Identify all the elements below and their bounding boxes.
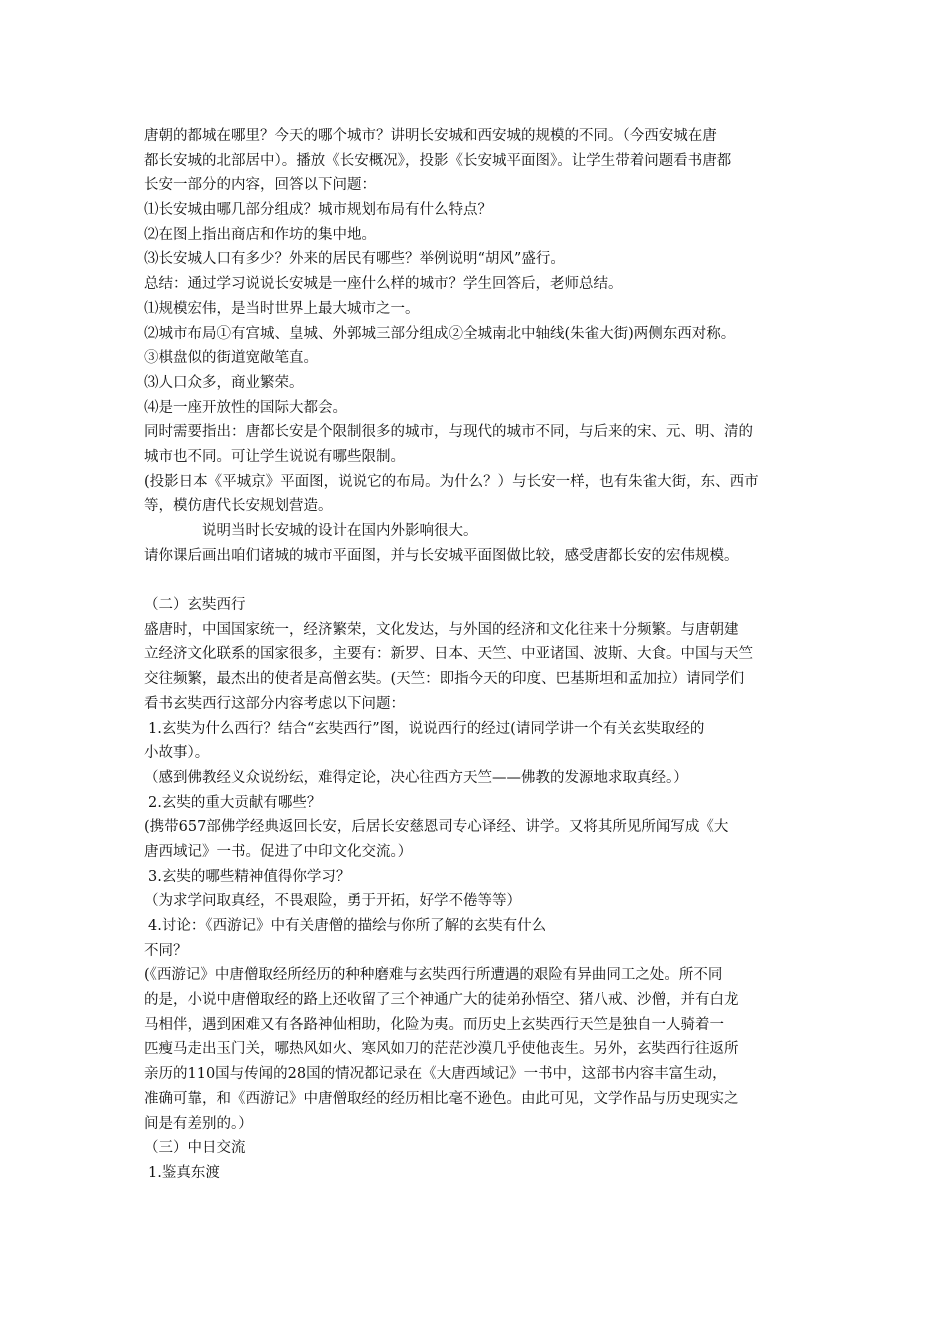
summary-item: ⑷是一座开放性的国际大都会。 — [144, 399, 347, 416]
question-item: ⑴长安城由哪几部分组成？城市规划布局有什么特点？ — [144, 202, 492, 219]
text-line: 等，模仿唐代长安规划营造。 — [144, 498, 333, 515]
text-line: 都长安城的北部居中）。播放《长安概况》，投影《长安城平面图》。让学生带着问题看书唐都 — [144, 152, 732, 169]
answer-line: （为求学问取真经，不畏艰险，勇于开拓，好学不倦等等） — [144, 893, 521, 910]
answer-line: 马相伴，遇到困难又有各路神仙相助，化险为夷。而历史上玄奘西行天竺是独自一人骑着一 — [144, 1016, 724, 1033]
question-item: 1.玄奘为什么西行？结合“玄奘西行”图，说说西行的经过(请同学讲一个有关玄奘取经的 — [148, 720, 705, 737]
text-line: 交往频繁，最杰出的使者是高僧玄奘。(天竺：即指今天的印度、巴基斯坦和孟加拉）请同学们 — [144, 671, 745, 688]
text-line: 长安一部分的内容，回答以下问题： — [144, 177, 376, 194]
summary-line: 总结：通过学习说说长安城是一座什么样的城市？学生回答后，老师总结。 — [144, 276, 623, 293]
answer-line: 唐西域记》一书。促进了中印文化交流。） — [144, 843, 413, 860]
summary-item: ③棋盘似的街道宽敞笔直。 — [144, 350, 318, 367]
section-heading: （二）玄奘西行 — [144, 597, 246, 614]
subsection-heading: 1.鉴真东渡 — [148, 1164, 220, 1181]
summary-item: ⑴规模宏伟，是当时世界上最大城市之一。 — [144, 300, 420, 317]
section-heading: （三）中日交流 — [144, 1140, 246, 1157]
question-item: 4.讨论：《西游记》中有关唐僧的描绘与你所了解的玄奘有什么 — [148, 918, 547, 934]
text-line: 立经济文化联系的国家很多，主要有：新罗、日本、天竺、中亚诸国、波斯、大食。中国与天竺 — [144, 646, 753, 663]
document-body — [144, 124, 828, 1186]
text-line: 城市也不同。可让学生说说有哪些限制。 — [144, 448, 405, 465]
summary-item: ⑶人口众多，商业繁荣。 — [144, 374, 304, 391]
answer-line: (《西游记》中唐僧取经所经历的种种磨难与玄奘西行所遭遇的艰险有异曲同工之处。所不同 — [144, 967, 723, 984]
question-item: ⑵在图上指出商店和作坊的集中地。 — [144, 226, 376, 243]
text-line: 唐朝的都城在哪里？今天的哪个城市？讲明长安城和西安城的规模的不同。（今西安城在唐 — [144, 128, 717, 144]
text-line: 请你课后画出咱们诸城的城市平面图，并与长安城平面图做比较，感受唐都长安的宏伟规模。 — [144, 547, 739, 564]
text-line: 盛唐时，中国国家统一，经济繁荣，文化发达，与外国的经济和文化往来十分频繁。与唐朝建 — [144, 621, 739, 638]
answer-line: 的是，小说中唐僧取经的路上还收留了三个神通广大的徒弟孙悟空、猪八戒、沙僧，并有白龙 — [144, 992, 739, 1009]
answer-line: (携带657部佛学经典返回长安，后居长安慈恩司专心译经、讲学。又将其所见所闻写成《大 — [144, 819, 729, 836]
text-line: 小故事）。 — [144, 745, 210, 762]
text-line: 看书玄奘西行这部分内容考虑以下问题： — [144, 695, 405, 712]
text-line: 同时需要指出：唐都长安是个限制很多的城市，与现代的城市不同，与后来的宋、元、明、清的 — [144, 424, 753, 441]
question-item: ⑶长安城人口有多少？外来的居民有哪些？举例说明“胡风”盛行。 — [144, 251, 565, 268]
answer-line: 准确可靠，和《西游记》中唐僧取经的经历相比毫不逊色。由此可见，文学作品与历史现实之 — [144, 1090, 739, 1107]
question-item: 2.玄奘的重大贡献有哪些？ — [148, 794, 322, 811]
answer-line: （感到佛教经义众说纷纭，难得定论，决心往西方天竺——佛教的发源地求取真经。） — [144, 769, 688, 786]
text-line: 不同？ — [144, 942, 188, 959]
answer-line: 亲历的110国与传闻的28国的情况都记录在《大唐西域记》一书中，这部书内容丰富生动， — [144, 1066, 727, 1083]
indented-line: 说明当时长安城的设计在国内外影响很大。 — [202, 523, 478, 539]
question-item: 3.玄奘的哪些精神值得你学习？ — [148, 868, 351, 885]
blank-line — [144, 568, 828, 593]
answer-line: 匹瘦马走出玉门关，哪热风如火、寒风如刀的茫茫沙漠几乎使他丧生。另外，玄奘西行往返所 — [144, 1041, 739, 1058]
text-line: (投影日本《平城京》平面图，说说它的布局。为什么？）与长安一样，也有朱雀大街，东、西市 — [144, 473, 759, 490]
answer-line: 间是有差别的。） — [144, 1115, 253, 1132]
summary-item: ⑵城市布局①有宫城、皇城、外郭城三部分组成②全城南北中轴线(朱雀大街)两侧东西对称。 — [144, 325, 736, 342]
